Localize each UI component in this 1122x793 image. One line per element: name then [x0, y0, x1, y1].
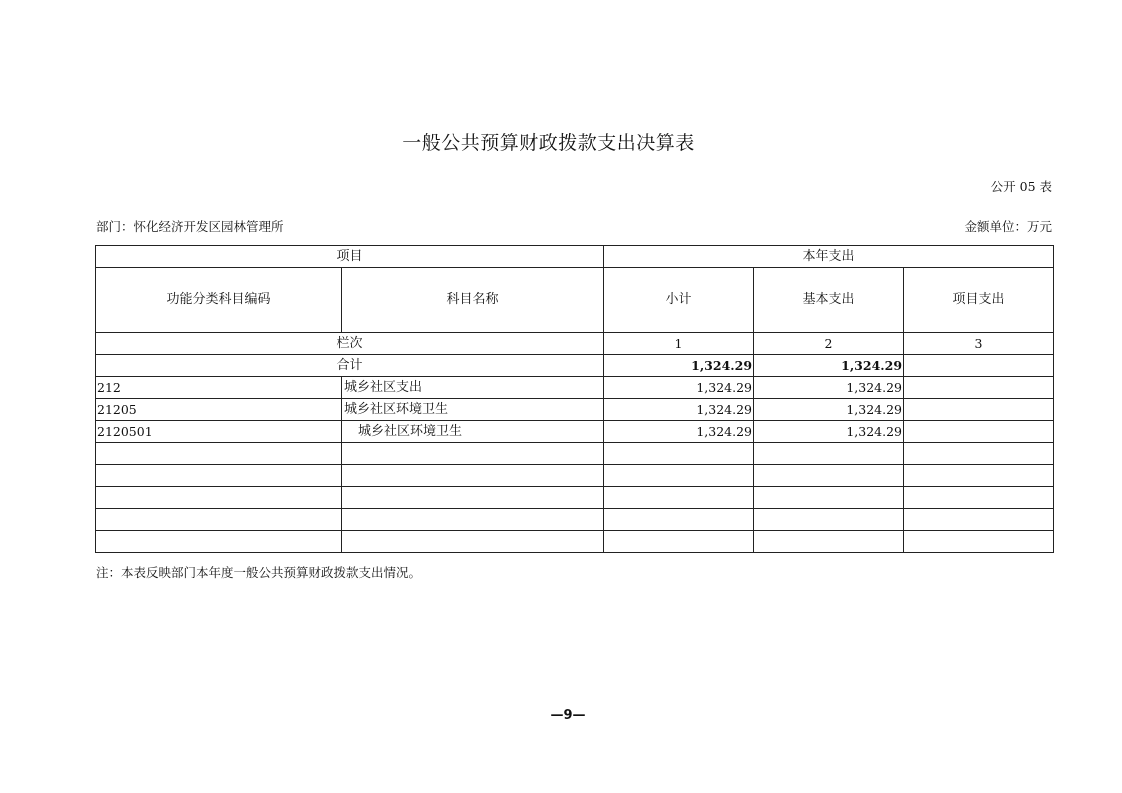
column-index-2: 2 [754, 333, 904, 355]
column-index-3: 3 [904, 333, 1054, 355]
row-basic: 1,324.29 [754, 399, 904, 421]
empty-row [96, 487, 1054, 509]
total-project [904, 355, 1054, 377]
column-index-row [96, 333, 1054, 355]
column-index-label: 栏次 [96, 333, 604, 355]
row-project [904, 399, 1054, 421]
header-code: 功能分类科目编码 [96, 268, 342, 333]
column-index-1: 1 [604, 333, 754, 355]
row-name: 城乡社区环境卫生 [342, 399, 604, 421]
empty-row [96, 531, 1054, 553]
table-row [96, 377, 1054, 399]
row-name: 城乡社区环境卫生 [342, 421, 604, 443]
department-label: 部门：怀化经济开发区园林管理所 [96, 219, 284, 234]
header-item: 项目 [96, 246, 604, 268]
table-note: 注：本表反映部门本年度一般公共预算财政拨款支出情况。 [96, 565, 422, 580]
row-code: 21205 [96, 399, 342, 421]
row-code: 212 [96, 377, 342, 399]
total-label: 合计 [96, 355, 604, 377]
expenditure-table [95, 245, 1054, 553]
empty-row [96, 465, 1054, 487]
form-number: 公开 05 表 [990, 179, 1052, 194]
header-project: 项目支出 [904, 268, 1054, 333]
row-basic: 1,324.29 [754, 377, 904, 399]
row-subtotal: 1,324.29 [604, 399, 754, 421]
total-row [96, 355, 1054, 377]
row-code: 2120501 [96, 421, 342, 443]
table-row [96, 399, 1054, 421]
header-basic: 基本支出 [754, 268, 904, 333]
page-title: 一般公共预算财政拨款支出决算表 [402, 132, 695, 154]
table-row [96, 421, 1054, 443]
row-subtotal: 1,324.29 [604, 421, 754, 443]
header-this-year: 本年支出 [604, 246, 1054, 268]
empty-row [96, 509, 1054, 531]
total-basic: 1,324.29 [754, 355, 904, 377]
empty-row [96, 443, 1054, 465]
header-row-top [96, 246, 1054, 268]
header-subtotal: 小计 [604, 268, 754, 333]
row-basic: 1,324.29 [754, 421, 904, 443]
row-name: 城乡社区支出 [342, 377, 604, 399]
row-subtotal: 1,324.29 [604, 377, 754, 399]
total-subtotal: 1,324.29 [604, 355, 754, 377]
header-name: 科目名称 [342, 268, 604, 333]
header-row-columns [96, 268, 1054, 333]
amount-unit-label: 金额单位：万元 [964, 219, 1052, 234]
row-project [904, 421, 1054, 443]
page-number: —9— [550, 708, 586, 723]
row-project [904, 377, 1054, 399]
